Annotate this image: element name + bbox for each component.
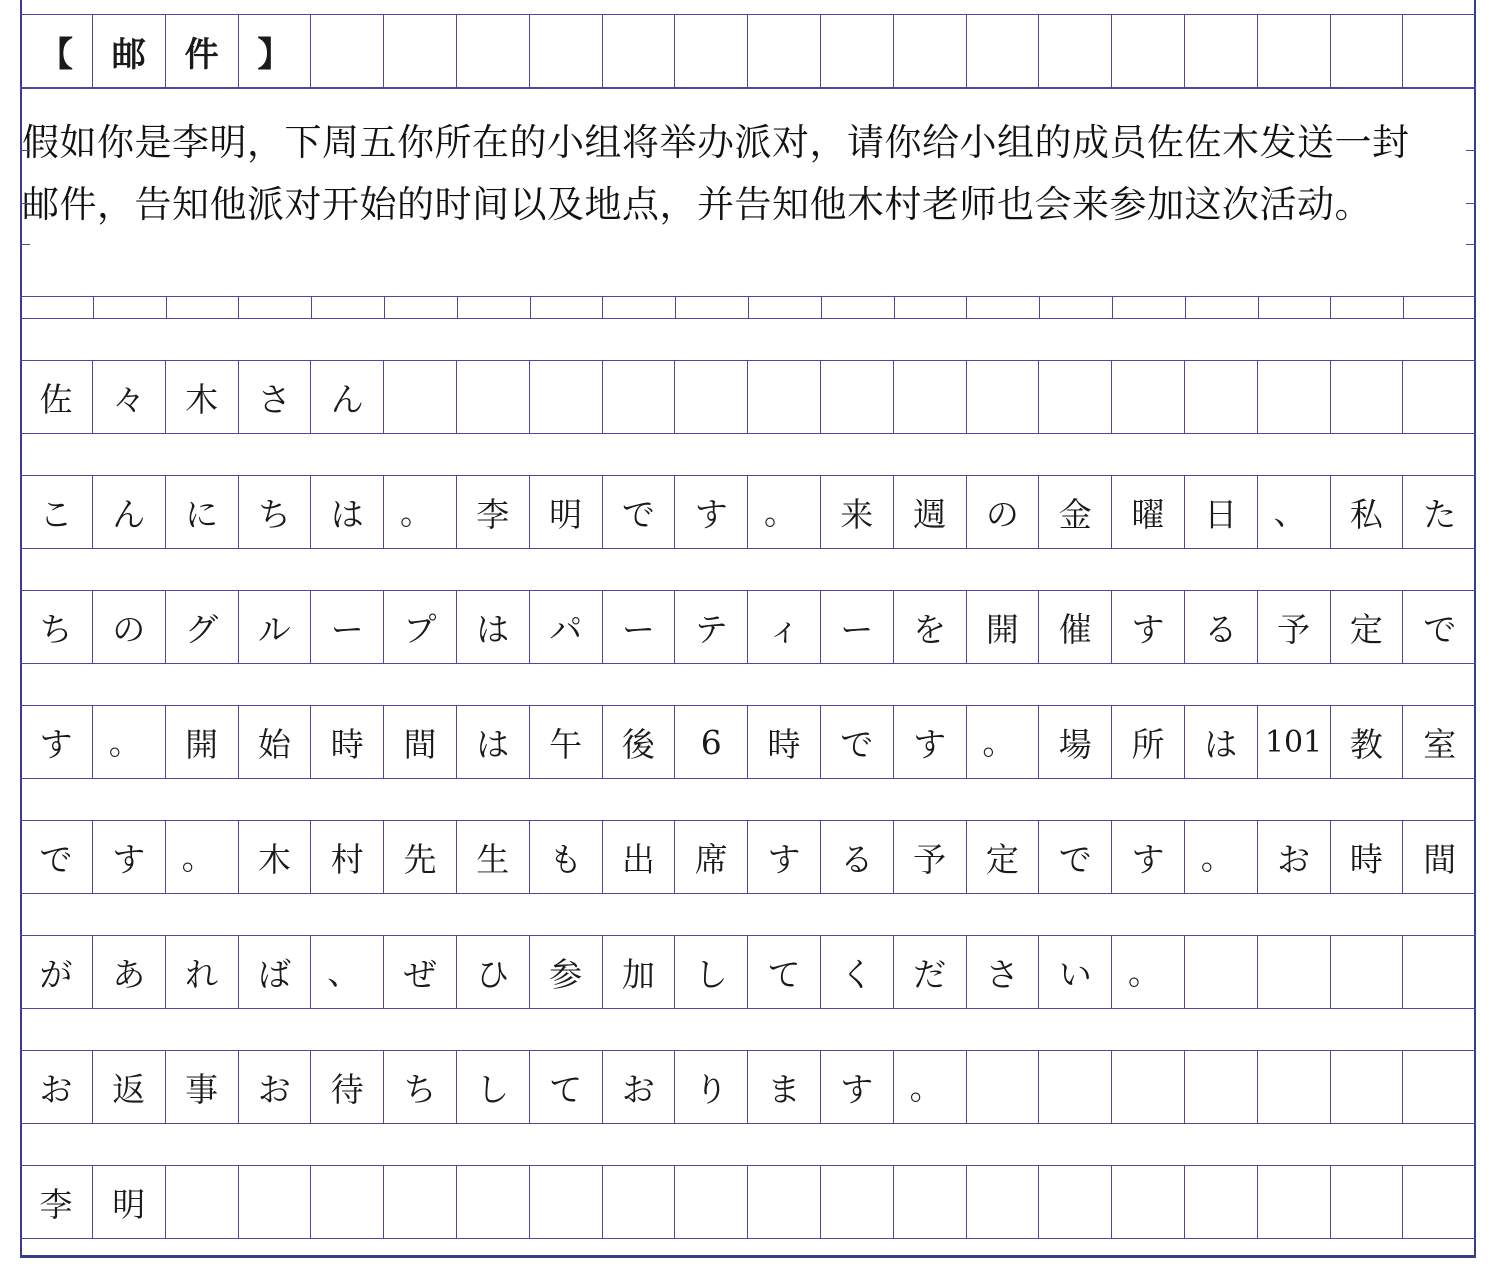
- grid-cell: 。: [93, 706, 166, 778]
- grid-cell: 佐: [20, 361, 93, 433]
- grid-cell: 予: [894, 821, 967, 893]
- grid-cell: お: [238, 1051, 311, 1123]
- grid-cell: す: [20, 706, 93, 778]
- grid-cell: 明: [93, 1166, 166, 1238]
- grid-cell: [457, 361, 530, 433]
- grid-cell: を: [894, 591, 967, 663]
- grid-cell: 李: [457, 476, 530, 548]
- grid-cell: く: [821, 936, 894, 1008]
- grid-cell: [748, 361, 821, 433]
- grid-cell: 開: [166, 706, 239, 778]
- grid-cell: [1330, 1166, 1403, 1238]
- grid-cell: 日: [1185, 476, 1258, 548]
- grid-cell: [1039, 1051, 1112, 1123]
- grid-cell: 間: [1423, 839, 1457, 879]
- column-tick: [166, 296, 167, 318]
- grid-cell: す: [675, 476, 748, 548]
- grid-cell: さ: [966, 936, 1039, 1008]
- grid-cell: [1258, 1051, 1331, 1123]
- header-cell: 件: [166, 15, 239, 87]
- grid-cell: す: [748, 821, 821, 893]
- grid-cell: る: [821, 821, 894, 893]
- grid-cell: ま: [748, 1051, 821, 1123]
- grid-cell: こ: [20, 476, 93, 548]
- grid-cell: [602, 1166, 675, 1238]
- grid-cell: ば: [238, 936, 311, 1008]
- grid-cell: 。: [748, 476, 821, 548]
- column-tick: [675, 296, 676, 318]
- grid-cell: [821, 1166, 894, 1238]
- column-tick: [1330, 296, 1331, 318]
- column-tick: [1185, 296, 1186, 318]
- grid-cell: 時: [311, 706, 384, 778]
- header-cell: [384, 15, 457, 87]
- grid-cell: て: [530, 1051, 603, 1123]
- grid-cell: ち: [20, 591, 93, 663]
- grid-cell: [1330, 936, 1403, 1008]
- prompt-rule: [20, 88, 1476, 89]
- grid-cell: で: [821, 706, 894, 778]
- header-cell: [748, 15, 821, 87]
- grid-cell: [166, 1166, 239, 1238]
- grid-cell: の: [966, 476, 1039, 548]
- header-cell: [602, 15, 675, 87]
- answer-row: [20, 820, 1476, 894]
- header-cell: 】: [238, 15, 311, 87]
- grid-cell: 。: [1185, 821, 1258, 893]
- column-tick: [457, 296, 458, 318]
- grid-cell: は: [457, 706, 530, 778]
- header-cell: [1403, 15, 1476, 87]
- margin-tick: [20, 203, 30, 204]
- grid-cell: 。: [166, 821, 239, 893]
- grid-cell: [1403, 936, 1476, 1008]
- grid-cell: 事: [166, 1051, 239, 1123]
- grid-cell: 時: [1330, 821, 1403, 893]
- grid-cell: す: [93, 821, 166, 893]
- grid-cell: 。: [1112, 936, 1185, 1008]
- grid-cell: [1403, 1166, 1476, 1238]
- grid-cell: [1403, 1051, 1476, 1123]
- grid-cell: に: [166, 476, 239, 548]
- header-cell: [1112, 15, 1185, 87]
- grid-cell: ひ: [457, 936, 530, 1008]
- grid-cell: [602, 361, 675, 433]
- grid-cell: ち: [238, 476, 311, 548]
- grid-cell: で: [1039, 821, 1112, 893]
- margin-tick: [1466, 150, 1476, 151]
- grid-cell: る: [1185, 591, 1258, 663]
- grid-cell: [1112, 361, 1185, 433]
- grid-cell: 加: [602, 936, 675, 1008]
- grid-cell: 週: [894, 476, 967, 548]
- column-tick: [530, 296, 531, 318]
- grid-cell: 101: [1258, 706, 1331, 778]
- grid-cell: 室: [1423, 724, 1457, 764]
- grid-cell: で: [602, 476, 675, 548]
- grid-cell: 席: [675, 821, 748, 893]
- grid-cell: [1258, 936, 1331, 1008]
- header-row: [20, 14, 1476, 88]
- grid-cell: し: [675, 936, 748, 1008]
- grid-cell: す: [1112, 821, 1185, 893]
- grid-cell: が: [20, 936, 93, 1008]
- grid-cell: 先: [384, 821, 457, 893]
- grid-cell: [384, 361, 457, 433]
- grid-cell: プ: [384, 591, 457, 663]
- grid-cell: お: [20, 1051, 93, 1123]
- grid-cell: す: [821, 1051, 894, 1123]
- grid-cell: 時: [748, 706, 821, 778]
- grid-cell: 間: [384, 706, 457, 778]
- grid-cell: 、: [1258, 476, 1331, 548]
- grid-cell: 待: [311, 1051, 384, 1123]
- grid-cell: ぜ: [384, 936, 457, 1008]
- grid-cell: [238, 1166, 311, 1238]
- grid-cell: し: [457, 1051, 530, 1123]
- column-tick: [1258, 296, 1259, 318]
- grid-cell: は: [1185, 706, 1258, 778]
- grid-cell: 。: [894, 1051, 967, 1123]
- header-cell: [894, 15, 967, 87]
- grid-cell: れ: [166, 936, 239, 1008]
- grid-cell: は: [457, 591, 530, 663]
- column-tick: [748, 296, 749, 318]
- grid-cell: で: [1423, 609, 1457, 649]
- column-tick: [966, 296, 967, 318]
- grid-cell: 始: [238, 706, 311, 778]
- grid-cell: ん: [311, 361, 384, 433]
- column-tick: [602, 296, 603, 318]
- prompt-rule: [20, 318, 1476, 319]
- prompt-text: 假如你是李明，下周五你所在的小组将举办派对，请你给小组的成员佐佐木发送一封邮件，告知他派对开始的时间以及地点，并告知他木村老师也会来参加这次活动。: [22, 121, 1410, 226]
- grid-cell: 場: [1039, 706, 1112, 778]
- grid-cell: で: [20, 821, 93, 893]
- grid-cell: 。: [384, 476, 457, 548]
- grid-cell: [457, 1166, 530, 1238]
- grid-cell: 金: [1039, 476, 1112, 548]
- grid-cell: [966, 361, 1039, 433]
- margin-tick: [1466, 244, 1476, 245]
- grid-cell: て: [748, 936, 821, 1008]
- grid-cell: [1039, 1166, 1112, 1238]
- answer-row: [20, 590, 1476, 664]
- margin-tick: [20, 150, 30, 151]
- grid-cell: た: [1423, 494, 1457, 534]
- grid-cell: 返: [93, 1051, 166, 1123]
- grid-cell: 後: [602, 706, 675, 778]
- grid-cell: さ: [238, 361, 311, 433]
- grid-cell: [675, 361, 748, 433]
- grid-cell: [1258, 1166, 1331, 1238]
- grid-cell: い: [1039, 936, 1112, 1008]
- header-cell: [457, 15, 530, 87]
- grid-cell: 定: [1330, 591, 1403, 663]
- grid-cell: ル: [238, 591, 311, 663]
- header-cell: [1185, 15, 1258, 87]
- grid-cell: [821, 361, 894, 433]
- header-cell: 邮: [93, 15, 166, 87]
- grid-cell: 6: [675, 706, 748, 778]
- grid-cell: 木: [238, 821, 311, 893]
- grid-cell: も: [530, 821, 603, 893]
- grid-cell: グ: [166, 591, 239, 663]
- header-cell: [675, 15, 748, 87]
- grid-cell: [311, 1166, 384, 1238]
- column-tick: [894, 296, 895, 318]
- grid-cell: ち: [384, 1051, 457, 1123]
- header-cell: [1039, 15, 1112, 87]
- answer-row: [20, 475, 1476, 549]
- grid-cell: だ: [894, 936, 967, 1008]
- grid-cell: [1185, 936, 1258, 1008]
- header-cell: [1330, 15, 1403, 87]
- header-cell: 【: [20, 15, 93, 87]
- grid-cell: ー: [311, 591, 384, 663]
- grid-cell: 生: [457, 821, 530, 893]
- column-tick: [384, 296, 385, 318]
- grid-cell: [384, 1166, 457, 1238]
- answer-row: [20, 705, 1476, 779]
- grid-cell: 所: [1112, 706, 1185, 778]
- grid-cell: ー: [821, 591, 894, 663]
- grid-cell: [1258, 361, 1331, 433]
- grid-cell: 、: [311, 936, 384, 1008]
- grid-cell: [1185, 361, 1258, 433]
- grid-cell: お: [602, 1051, 675, 1123]
- grid-cell: [748, 1166, 821, 1238]
- grid-cell: パ: [530, 591, 603, 663]
- column-tick: [311, 296, 312, 318]
- grid-cell: す: [1112, 591, 1185, 663]
- margin-tick: [1466, 203, 1476, 204]
- grid-cell: [1330, 1051, 1403, 1123]
- grid-cell: の: [93, 591, 166, 663]
- column-tick: [1112, 296, 1113, 318]
- grid-cell: [1185, 1166, 1258, 1238]
- grid-cell: [1185, 1051, 1258, 1123]
- grid-cell: [530, 1166, 603, 1238]
- grid-cell: 開: [966, 591, 1039, 663]
- grid-cell: 教: [1330, 706, 1403, 778]
- grid-cell: あ: [93, 936, 166, 1008]
- grid-cell: 村: [311, 821, 384, 893]
- grid-cell: 催: [1039, 591, 1112, 663]
- grid-cell: 李: [20, 1166, 93, 1238]
- grid-cell: 私: [1330, 476, 1403, 548]
- grid-cell: 木: [166, 361, 239, 433]
- grid-cell: 午: [530, 706, 603, 778]
- grid-cell: [966, 1166, 1039, 1238]
- grid-cell: [894, 1166, 967, 1238]
- grid-cell: [1112, 1051, 1185, 1123]
- grid-cell: [1112, 1166, 1185, 1238]
- grid-cell: 予: [1258, 591, 1331, 663]
- margin-tick: [20, 244, 30, 245]
- grid-cell: 来: [821, 476, 894, 548]
- grid-cell: 々: [93, 361, 166, 433]
- header-cell: [821, 15, 894, 87]
- column-tick: [1039, 296, 1040, 318]
- header-cell: [311, 15, 384, 87]
- header-cell: [530, 15, 603, 87]
- answer-row: [20, 360, 1476, 434]
- grid-cell: 定: [966, 821, 1039, 893]
- header-cell: [1258, 15, 1331, 87]
- answer-row: [20, 1165, 1476, 1239]
- grid-cell: 明: [530, 476, 603, 548]
- grid-cell: お: [1258, 821, 1331, 893]
- grid-cell: ィ: [748, 591, 821, 663]
- grid-cell: り: [675, 1051, 748, 1123]
- column-tick: [93, 296, 94, 318]
- grid-cell: [1403, 361, 1476, 433]
- column-tick: [1403, 296, 1404, 318]
- header-cell: [966, 15, 1039, 87]
- grid-cell: 参: [530, 936, 603, 1008]
- answer-row: [20, 1050, 1476, 1124]
- column-tick: [821, 296, 822, 318]
- grid-cell: [675, 1166, 748, 1238]
- grid-cell: 出: [602, 821, 675, 893]
- grid-cell: す: [894, 706, 967, 778]
- grid-cell: [1039, 361, 1112, 433]
- answer-row: [20, 935, 1476, 1009]
- grid-cell: テ: [675, 591, 748, 663]
- grid-cell: [894, 361, 967, 433]
- grid-cell: [966, 1051, 1039, 1123]
- grid-cell: [1330, 361, 1403, 433]
- grid-cell: [530, 361, 603, 433]
- grid-cell: は: [311, 476, 384, 548]
- grid-cell: ー: [602, 591, 675, 663]
- grid-cell: ん: [93, 476, 166, 548]
- grid-cell: 。: [966, 706, 1039, 778]
- grid-cell: 曜: [1112, 476, 1185, 548]
- column-tick: [238, 296, 239, 318]
